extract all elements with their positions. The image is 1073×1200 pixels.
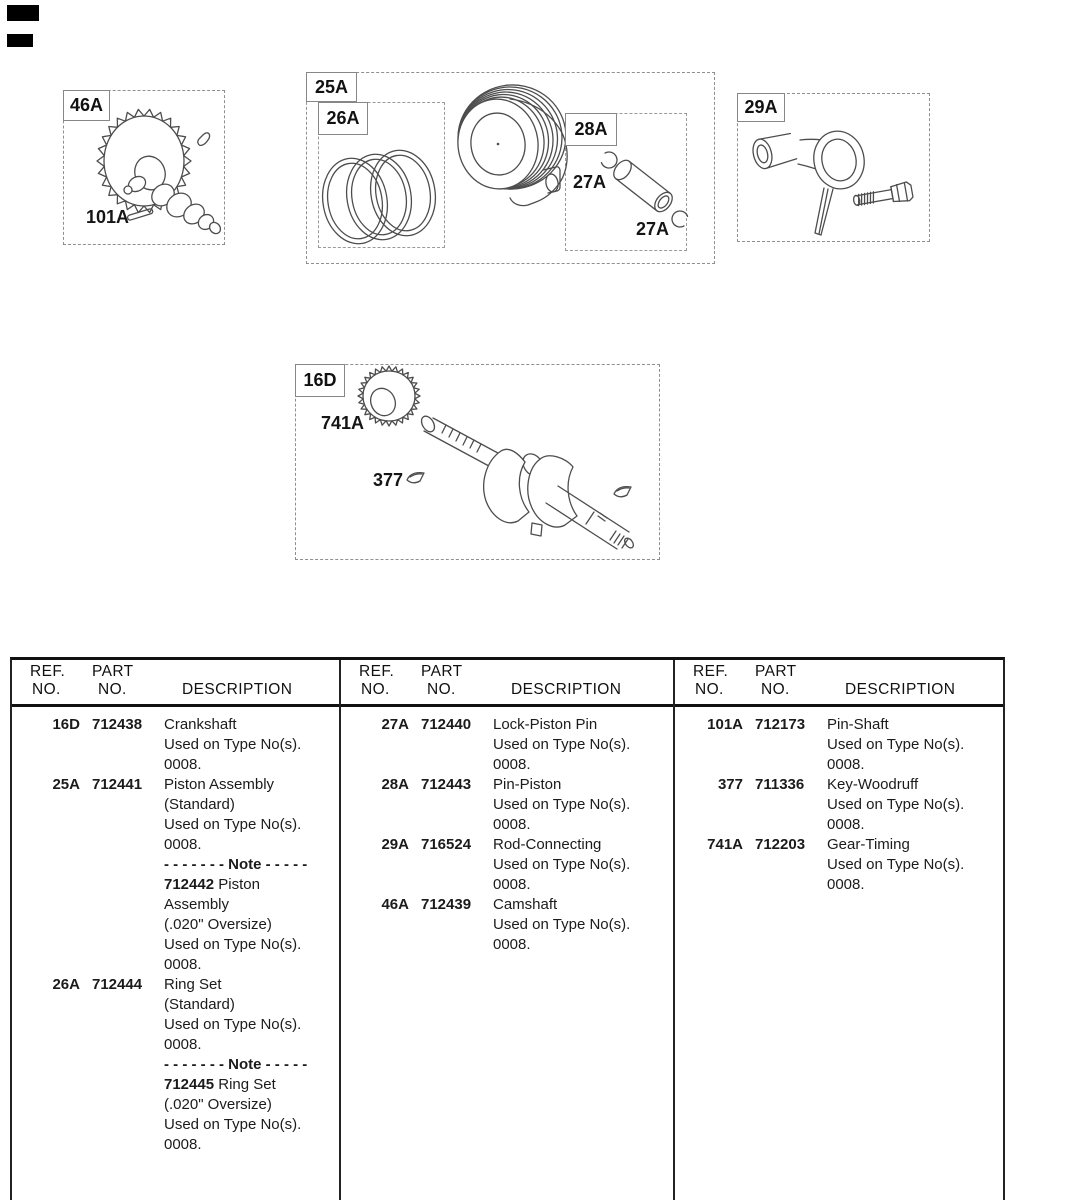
retaining-clip-icon (598, 149, 620, 171)
callout-101a: 101A (86, 207, 130, 227)
description-line: Used on Type No(s). (164, 1016, 302, 1033)
description-cell (487, 775, 671, 835)
part-no-header-2: NO. (761, 681, 790, 698)
description-line: 712445 Ring Set (164, 1076, 276, 1093)
parts-row (675, 775, 1001, 835)
callout-27a-bottom: 27A (636, 219, 670, 239)
description-line: 0008. (164, 836, 202, 853)
part-no-header: PART (92, 663, 134, 680)
description-line: 712442 Piston (164, 876, 260, 893)
description-line: Rod-Connecting (493, 836, 602, 853)
timing-gear-drawing (358, 366, 420, 426)
callout-27a-top: 27A (573, 172, 607, 192)
parts-row (12, 975, 339, 1155)
description-line: Used on Type No(s). (164, 816, 302, 833)
description-line: Assembly (164, 896, 230, 913)
part-no-cell: 712440 (421, 716, 472, 733)
description-line: (Standard) (164, 996, 235, 1013)
piston-pin-drawing (610, 157, 676, 215)
retaining-clip-icon (669, 208, 691, 230)
description-line: Crankshaft (164, 716, 237, 733)
description-line: Used on Type No(s). (827, 856, 965, 873)
description-header: DESCRIPTION (182, 681, 293, 698)
redacted-block (7, 5, 39, 21)
table-column-rows (675, 715, 1001, 895)
description-line: Gear-Timing (827, 836, 910, 853)
ref-no-cell: 25A (52, 776, 80, 793)
description-line: 0008. (493, 756, 531, 773)
description-line: Lock-Piston Pin (493, 716, 598, 733)
description-line: Used on Type No(s). (164, 736, 302, 753)
description-line: (.020" Oversize) (164, 916, 272, 933)
piston-rings-drawing (316, 145, 442, 249)
part-no-header: PART (755, 663, 797, 680)
description-cell (821, 775, 1001, 835)
part-no-cell: 712444 (92, 976, 143, 993)
description-line: 0008. (164, 1036, 202, 1053)
figure-piston-group-box (306, 72, 715, 264)
part-no-cell: 712443 (421, 776, 472, 793)
description-header: DESCRIPTION (845, 681, 956, 698)
crankshaft-drawing (296, 365, 659, 559)
callout-28a: 28A (565, 113, 617, 146)
description-line: (Standard) (164, 796, 235, 813)
description-cell (158, 975, 339, 1155)
description-line: 0008. (164, 756, 202, 773)
part-no-cell: 712203 (755, 836, 806, 853)
callout-26a: 26A (318, 102, 368, 135)
description-line: Pin-Shaft (827, 716, 889, 733)
ref-no-cell: 26A (52, 976, 80, 993)
part-no-header-2: NO. (98, 681, 127, 698)
redacted-block (7, 34, 33, 47)
description-line: 0008. (827, 816, 865, 833)
description-line: 0008. (493, 816, 531, 833)
description-line: - - - - - - - Note - - - - - (164, 856, 308, 873)
description-cell (487, 835, 671, 895)
piston-drawing (451, 78, 572, 206)
description-line: 0008. (164, 1136, 202, 1153)
table-column-rows (341, 715, 671, 955)
ref-no-header-2: NO. (32, 681, 61, 698)
description-line: - - - - - - - Note - - - - - (164, 1056, 308, 1073)
parts-row (675, 835, 1001, 895)
description-line: (.020" Oversize) (164, 1096, 272, 1113)
description-line: 0008. (827, 756, 865, 773)
parts-row (341, 775, 671, 835)
description-cell (487, 715, 671, 775)
callout-25a: 25A (306, 72, 357, 102)
description-header: DESCRIPTION (511, 681, 622, 698)
ref-no-header-2: NO. (695, 681, 724, 698)
ref-no-cell: 16D (52, 716, 80, 733)
description-line: Ring Set (164, 976, 222, 993)
part-no-cell: 711336 (755, 776, 805, 793)
parts-row (341, 835, 671, 895)
description-line: Used on Type No(s). (493, 736, 631, 753)
description-line: Used on Type No(s). (827, 796, 965, 813)
ref-no-cell: 741A (707, 836, 743, 853)
description-line: 0008. (164, 956, 202, 973)
callout-741a: 741A (321, 413, 365, 433)
description-line: Used on Type No(s). (164, 1116, 302, 1133)
table-column-2 (341, 660, 671, 1200)
table-column-1 (12, 660, 339, 1200)
part-no-cell: 712441 (92, 776, 143, 793)
description-line: Used on Type No(s). (493, 796, 631, 813)
description-line: Key-Woodruff (827, 776, 919, 793)
description-line: Camshaft (493, 896, 558, 913)
description-cell (158, 775, 339, 975)
description-cell (821, 835, 1001, 895)
figure-camshaft-box (63, 90, 225, 245)
callout-29a: 29A (737, 93, 785, 122)
table-column-3 (675, 660, 1001, 1200)
table-column-header (341, 660, 671, 704)
ref-no-header-2: NO. (361, 681, 390, 698)
part-no-cell: 712438 (92, 716, 143, 733)
parts-row (341, 895, 671, 955)
ref-no-header: REF. (359, 663, 395, 680)
ref-no-cell: 28A (381, 776, 409, 793)
callout-16d: 16D (295, 364, 345, 397)
part-no-cell: 716524 (421, 836, 472, 853)
part-no-header: PART (421, 663, 463, 680)
ref-no-header: REF. (693, 663, 729, 680)
part-no-cell: 712173 (755, 716, 806, 733)
figure-connecting-rod-box (737, 93, 930, 242)
table-column-header (675, 660, 1001, 704)
parts-row (12, 775, 339, 975)
ref-no-cell: 29A (381, 836, 409, 853)
description-line: Used on Type No(s). (493, 856, 631, 873)
description-line: 0008. (493, 936, 531, 953)
description-cell (821, 715, 1001, 775)
ref-no-cell: 101A (707, 716, 743, 733)
description-cell (487, 895, 671, 955)
parts-row (341, 715, 671, 775)
ref-no-cell: 27A (381, 716, 409, 733)
description-line: Pin-Piston (493, 776, 562, 793)
description-cell (158, 715, 339, 775)
parts-row (675, 715, 1001, 775)
table-column-header (12, 660, 339, 704)
description-line: Used on Type No(s). (827, 736, 965, 753)
description-line: 0008. (827, 876, 865, 893)
part-no-cell: 712439 (421, 896, 472, 913)
ref-no-header: REF. (30, 663, 66, 680)
rod-bolt-drawing (852, 181, 913, 210)
callout-377: 377 (373, 470, 404, 490)
part-no-header-2: NO. (427, 681, 456, 698)
retaining-clip-icon (198, 133, 210, 146)
callout-46a: 46A (63, 90, 110, 121)
ref-no-cell: 46A (381, 896, 409, 913)
table-column-rows (12, 715, 339, 1155)
description-line: 0008. (493, 876, 531, 893)
description-line: Used on Type No(s). (164, 936, 302, 953)
parts-table (10, 657, 1005, 1200)
parts-row (12, 715, 339, 775)
description-line: Used on Type No(s). (493, 916, 631, 933)
figure-crankshaft-box (295, 364, 660, 560)
ref-no-cell: 377 (717, 776, 743, 793)
description-line: Piston Assembly (164, 776, 275, 793)
